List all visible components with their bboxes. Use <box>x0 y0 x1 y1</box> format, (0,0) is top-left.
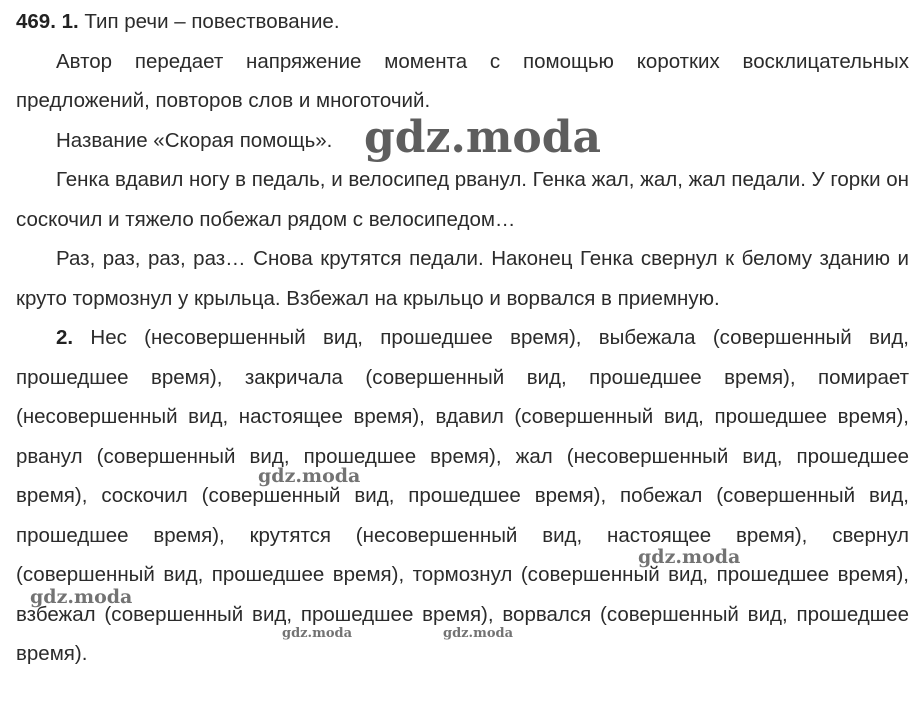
author-paragraph: Автор передает напряжение момента с помощью коротких восклицательных предложений, повторов слов и многоточий. <box>16 49 909 112</box>
watermark-logo-small: gdz.moda <box>443 626 514 641</box>
watermark-logo-small: gdz.moda <box>282 626 353 641</box>
quote-paragraph-1: Генка вдавил ногу в педаль, и велосипед рванул. Генка жал, жал, жал педали. У горки он соскочил и тяжело побежал рядом с велосипедом… <box>16 168 909 231</box>
task-number: 469. <box>16 10 56 33</box>
part1-heading <box>16 2 909 42</box>
part2-number: 2. <box>56 326 74 349</box>
part1-heading-text: Тип речи – повествование. <box>78 10 340 33</box>
watermark-logo: gdz.moda <box>638 546 741 568</box>
part1-number: 1. <box>61 10 79 33</box>
part2-paragraph <box>16 318 909 674</box>
watermark-logo-large: gdz.moda <box>364 112 602 163</box>
document <box>16 0 909 674</box>
watermark-logo: gdz.moda <box>258 465 361 487</box>
watermark-logo: gdz.moda <box>30 586 133 608</box>
part2-text: Нес (несовершенный вид, прошедшее время), выбежала (совершенный вид, прошедшее время), закричала (совершенный вид, прошедшее время), помирает (несовершенный вид, настоящее время), вдавил (совершенный вид, прошедшее время), рванул (совершенный вид, прошедшее время), жал (несовершенный вид, прошедшее время), соскочил (совершенный вид, прошедшее время), побежал (совершенный вид, прошедшее время), крутятся (несовершенный вид, настоящее время), свернул (совершенный вид, прошедшее время), тормознул (совершенный вид, прошедшее время), взбежал (совершенный вид, прошедшее время), ворвался (совершенный вид, прошедшее время). <box>16 326 909 665</box>
quote-paragraph-2: Раз, раз, раз, раз… Снова крутятся педали. Наконец Генка свернул к белому зданию и круто тормознул у крыльца. Взбежал на крыльцо и ворвался в приемную. <box>16 247 909 310</box>
title-paragraph: Название «Скорая помощь». <box>56 128 333 152</box>
